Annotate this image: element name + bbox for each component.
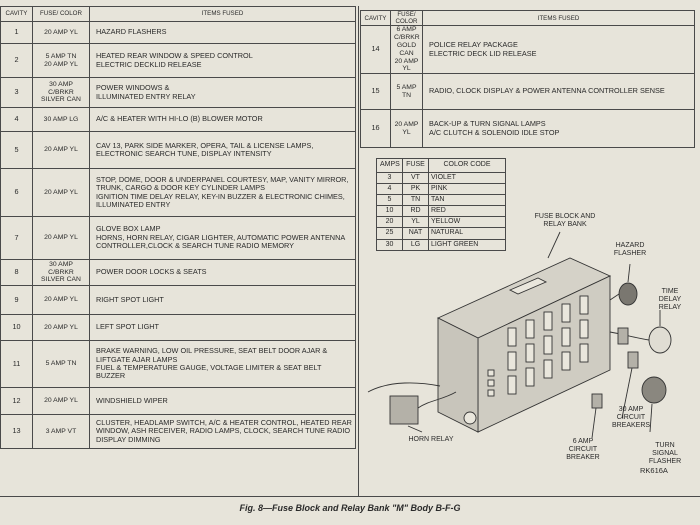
items-cell: LEFT SPOT LIGHT [90,315,356,341]
items-cell: STOP, DOME, DOOR & UNDERPANEL COURTESY, MAP, VANITY MIRROR, TRUNK, CARGO & DOOR KEY CYLINDER LAMPS IGNITION TIME DELAY RELAY, KEY-IN BUZZER & ELECTRONIC CHIMES, ILLUMINATED ENTRY [90,169,356,217]
table-row [361,26,695,74]
header-color-code: COLOR CODE [429,159,506,173]
fuse-code-cell: LG [403,239,429,250]
label-6amp-circuit-breaker: 6 AMP CIRCUIT BREAKER [566,438,600,462]
items-cell: BRAKE WARNING, LOW OIL PRESSURE, SEAT BELT DOOR AJAR & LIFTGATE AJAR LAMPS FUEL & TEMPERATURE GAUGE, VOLTAGE LIMITER & SEAT BELT BUZZER [90,341,356,388]
circuit-breaker-6a [592,394,602,408]
cavity-cell: 12 [1,388,33,415]
table-row [1,44,356,78]
color-name-cell: NATURAL [429,228,506,239]
cavity-cell: 10 [1,315,33,341]
header-fuse: FUSE [403,159,429,173]
fuse-cell: 20 AMP YL [33,169,90,217]
items-cell: HEATED REAR WINDOW & SPEED CONTROL ELECTRIC DECKLID RELEASE [90,44,356,78]
amps-cell: 4 [377,184,403,195]
fuse-cell: 20 AMP YL [33,315,90,341]
label-30amp-circuit-breakers: 30 AMP CIRCUIT BREAKERS [611,406,651,430]
figure-caption: Fig. 8—Fuse Block and Relay Bank "M" Body B-F-G [239,503,461,513]
color-name-cell: YELLOW [429,217,506,228]
color-row [377,184,506,195]
fuse-code-cell: PK [403,184,429,195]
table-row [1,260,356,286]
amps-cell: 20 [377,217,403,228]
header-cavity: CAVITY [1,7,33,22]
cavity-cell: 14 [361,26,391,74]
cavity-cell: 13 [1,415,33,449]
cavity-cell: 4 [1,108,33,132]
items-cell: CLUSTER, HEADLAMP SWITCH, A/C & HEATER CONTROL, HEATED REAR WINDOW, ASH RECEIVER, RADIO LAMPS, CLOCK, SEARCH TUNE RADIO DISPLAY DIMMING [90,415,356,449]
table-row [1,286,356,315]
cavity-cell: 7 [1,217,33,260]
fuse-cell: 20 AMP YL [33,286,90,315]
label-hazard-flasher: HAZARD FLASHER [613,242,647,258]
fuse-cell: 30 AMP C/BRKR SILVER CAN [33,78,90,108]
cavity-cell: 3 [1,78,33,108]
table-row [1,315,356,341]
header-cavity: CAVITY [361,11,391,26]
items-cell: POWER DOOR LOCKS & SEATS [90,260,356,286]
color-name-cell: VIOLET [429,173,506,184]
turn-signal-flasher [642,377,666,403]
hazard-flasher [619,283,637,305]
table-row [1,217,356,260]
circuit-breaker-30a-1 [618,328,628,344]
fuse-cell: 20 AMP YL [391,110,423,148]
fuse-table-right [360,10,695,148]
header-fuse-color: FUSE/ COLOR [391,11,423,26]
fuse-cell: 6 AMP C/BRKR GOLD CAN 20 AMP YL [391,26,423,74]
table-row [361,110,695,148]
fuse-code-cell: RD [403,206,429,217]
cavity-cell: 9 [1,286,33,315]
cavity-cell: 6 [1,169,33,217]
amps-cell: 30 [377,239,403,250]
header-amps: AMPS [377,159,403,173]
fuse-cell: 5 AMP TN 20 AMP YL [33,44,90,78]
color-name-cell: RED [429,206,506,217]
amps-cell: 3 [377,173,403,184]
cavity-cell: 1 [1,22,33,44]
fuse-cell: 3 AMP VT [33,415,90,449]
label-turn-signal-flasher: TURN SIGNAL FLASHER [648,442,682,466]
items-cell: WINDSHIELD WIPER [90,388,356,415]
items-cell: RADIO, CLOCK DISPLAY & POWER ANTENNA CONTROLLER SENSE [423,74,695,110]
items-cell: BACK-UP & TURN SIGNAL LAMPS A/C CLUTCH & SOLENOID IDLE STOP [423,110,695,148]
items-cell: GLOVE BOX LAMP HORNS, HORN RELAY, CIGAR LIGHTER, AUTOMATIC POWER ANTENNA CONTROLLER,CLOCK & SEARCH TUNE RADIO MEMORY [90,217,356,260]
fuse-code-cell: YL [403,217,429,228]
table-row [1,169,356,217]
fuse-code-cell: TN [403,195,429,206]
fuse-code-cell: NAT [403,228,429,239]
cavity-cell: 15 [361,74,391,110]
cavity-cell: 8 [1,260,33,286]
fuse-cell: 20 AMP YL [33,217,90,260]
fuse-cell: 20 AMP YL [33,132,90,169]
table-row [1,132,356,169]
fuse-cell: 5 AMP TN [391,74,423,110]
table-row [1,108,356,132]
time-delay-relay [649,327,671,353]
circuit-breaker-30a-2 [628,352,638,368]
amps-cell: 10 [377,206,403,217]
table-row [1,341,356,388]
table-row [1,415,356,449]
items-cell: POLICE RELAY PACKAGE ELECTRIC DECK LID RELEASE [423,26,695,74]
cavity-cell: 5 [1,132,33,169]
table-row [1,22,356,44]
color-row [377,173,506,184]
items-cell: A/C & HEATER WITH HI-LO (B) BLOWER MOTOR [90,108,356,132]
items-cell: POWER WINDOWS & ILLUMINATED ENTRY RELAY [90,78,356,108]
horn-relay [390,396,418,424]
fuse-cell: 30 AMP C/BRKR SILVER CAN [33,260,90,286]
amps-cell: 5 [377,195,403,206]
fuse-cell: 20 AMP YL [33,22,90,44]
label-horn-relay: HORN RELAY [408,436,454,443]
header-items-fused: ITEMS FUSED [423,11,695,26]
fuse-cell: 30 AMP LG [33,108,90,132]
table-row [1,78,356,108]
color-name-cell: PINK [429,184,506,195]
table-row [1,388,356,415]
label-time-delay-relay: TIME DELAY RELAY [658,288,682,312]
header-items-fused: ITEMS FUSED [90,7,356,22]
column-divider [358,6,359,496]
reference-code: RK616A [640,466,668,475]
fuse-cell: 20 AMP YL [33,388,90,415]
items-cell: HAZARD FLASHERS [90,22,356,44]
header-fuse-color: FUSE/ COLOR [33,7,90,22]
cavity-cell: 11 [1,341,33,388]
color-name-cell: LIGHT GREEN [429,239,506,250]
cavity-cell: 16 [361,110,391,148]
fuse-code-cell: VT [403,173,429,184]
caption-divider [0,496,700,497]
fuse-table-left [0,6,356,449]
amps-cell: 25 [377,228,403,239]
label-fuse-block: FUSE BLOCK AND RELAY BANK [534,213,596,229]
color-name-cell: TAN [429,195,506,206]
cavity-cell: 2 [1,44,33,78]
table-row [361,74,695,110]
items-cell: CAV 13, PARK SIDE MARKER, OPERA, TAIL & LICENSE LAMPS, ELECTRONIC SEARCH TUNE, DISPLAY INTENSITY [90,132,356,169]
fuse-cell: 5 AMP TN [33,341,90,388]
items-cell: RIGHT SPOT LIGHT [90,286,356,315]
